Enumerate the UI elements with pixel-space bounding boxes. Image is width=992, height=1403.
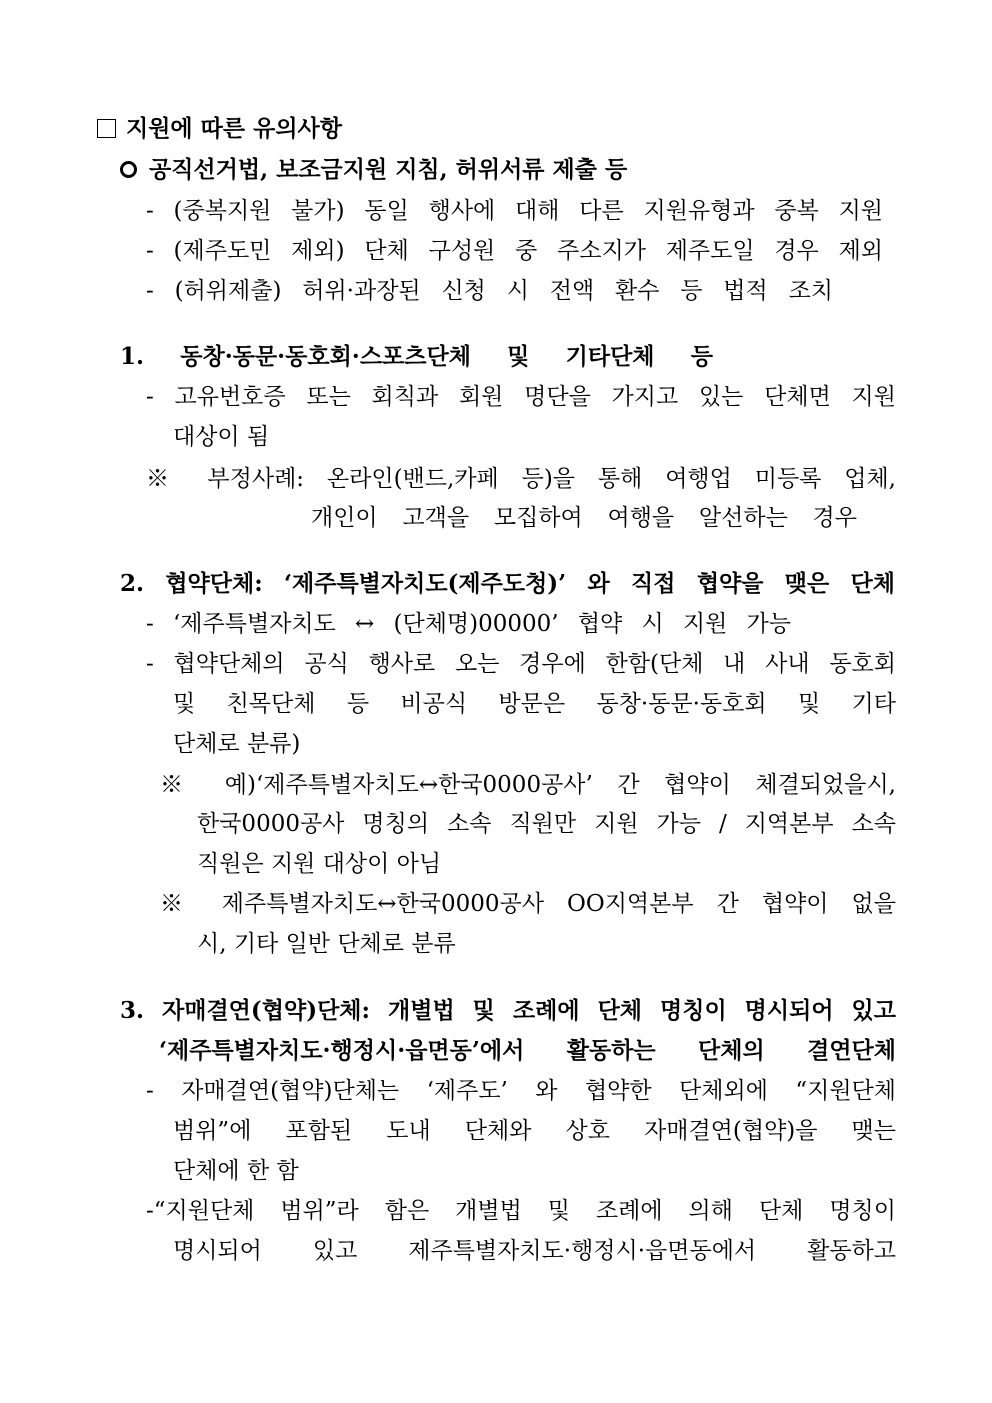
- note-false-submission: - (허위제출) 허위·과장된 신청 시 전액 환수 등 법적 조치: [146, 278, 833, 304]
- section2-item2-cont2: 단체로 분류): [173, 731, 301, 757]
- note-residents: - (제주도민 제외) 단체 구성원 중 주소지가 제주도일 경우 제외: [146, 238, 883, 264]
- section1-item: - 고유번호증 또는 회칙과 회원 명단을 가지고 있는 단체면 지원: [146, 384, 896, 410]
- section1-warning-cont: 개인이 고객을 모집하여 여행을 알선하는 경우: [311, 505, 857, 531]
- section3-title-cont: ‘제주특별자치도·행정시·읍면동’에서 활동하는 단체의 결연단체: [159, 1037, 896, 1064]
- section3-item1-cont2: 단체에 한 함: [173, 1158, 299, 1184]
- section3-item2-cont: 명시되어 있고 제주특별자치도·행정시·읍면동에서 활동하고: [173, 1238, 896, 1264]
- section3-item1-cont: 범위”에 포함된 도내 단체와 상호 자매결연(협약)을 맺는: [173, 1118, 896, 1144]
- section2-warning1-cont: 한국0000공사 명칭의 소속 직원만 지원 가능 / 지역본부 소속: [197, 811, 896, 837]
- note-duplicate: - (중복지원 불가) 동일 행사에 대해 다른 지원유형과 중복 지원: [146, 198, 883, 224]
- section-heading-text: 지원에 따른 유의사항: [126, 115, 342, 142]
- section2-warning2-cont: 시, 기타 일반 단체로 분류: [197, 931, 456, 957]
- square-outline-icon: [97, 119, 116, 138]
- section2-warning2: ※ 제주특별자치도↔한국0000공사 OO지역본부 간 협약이 없을: [160, 891, 896, 917]
- section1-item-cont: 대상이 됨: [173, 424, 270, 450]
- section2-title: 2. 협약단체: ‘제주특별자치도(제주도청)’ 와 직접 협약을 맺은 단체: [120, 570, 895, 597]
- section3-item1: - 자매결연(협약)단체는 ‘제주도’ 와 협약한 단체외에 “지원단체: [146, 1078, 896, 1104]
- section3-title: 3. 자매결연(협약)단체: 개별법 및 조례에 단체 명칭이 명시되어 있고: [120, 997, 896, 1024]
- section1-title: 1. 동창·동문·동호회·스포츠단체 및 기타단체 등: [120, 343, 713, 370]
- section2-item2: - 협약단체의 공식 행사로 오는 경우에 한함(단체 내 사내 동호회: [146, 651, 896, 677]
- section1-warning: ※ 부정사례: 온라인(밴드,카페 등)을 통해 여행업 미등록 업체,: [146, 466, 896, 492]
- section2-warning1: ※ 예)‘제주특별자치도↔한국0000공사’ 간 협약이 체결되었을시,: [160, 772, 896, 798]
- subheading: [120, 155, 627, 185]
- section2-item1: - ‘제주특별자치도 ↔ (단체명)00000’ 협약 시 지원 가능: [146, 611, 791, 637]
- subheading-text: 공직선거법, 보조금지원 지침, 허위서류 제출 등: [149, 156, 628, 183]
- section-heading: [97, 114, 342, 144]
- section2-item2-cont: 및 친목단체 등 비공식 방문은 동창·동문·동호회 및 기타: [173, 691, 896, 717]
- circle-bullet-icon: [120, 161, 137, 178]
- section3-item2: -“지원단체 범위”라 함은 개별법 및 조례에 의해 단체 명칭이: [146, 1198, 896, 1224]
- section2-warning1-cont2: 직원은 지원 대상이 아님: [197, 851, 442, 877]
